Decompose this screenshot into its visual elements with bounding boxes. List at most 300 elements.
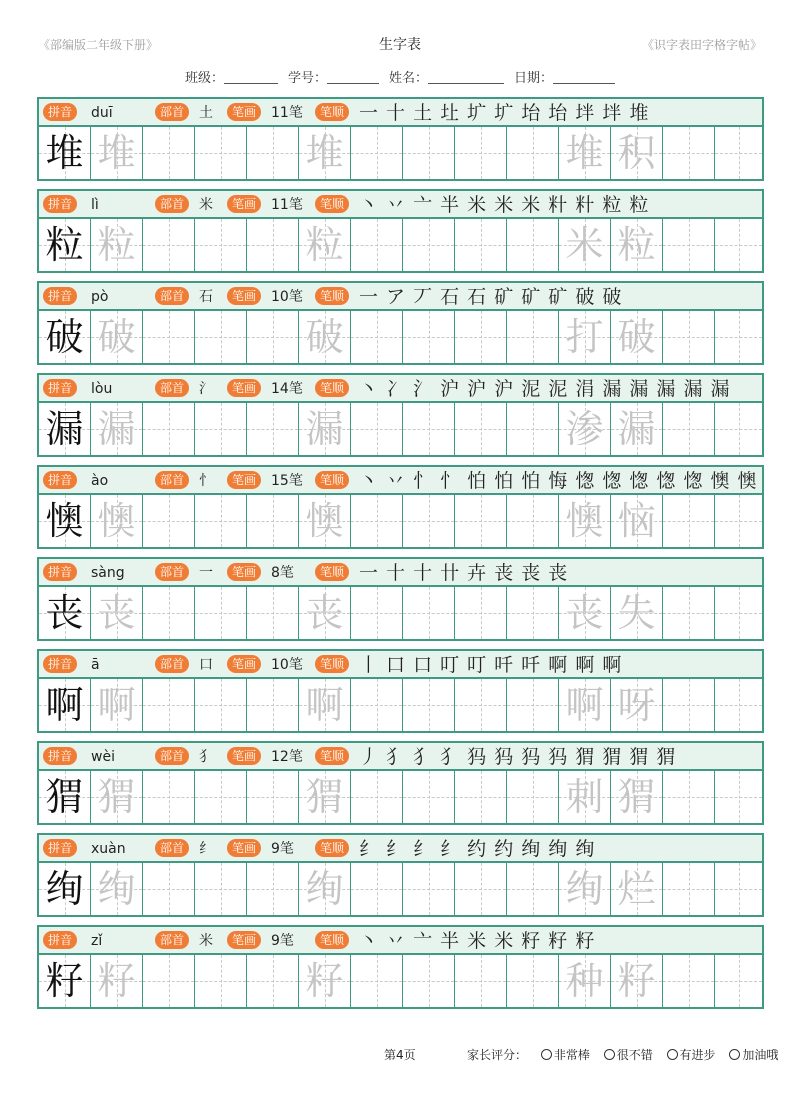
- rating-option[interactable]: [541, 1048, 590, 1062]
- tianzige-cell[interactable]: [299, 863, 351, 915]
- character-row: [37, 833, 764, 917]
- practice-grid: [39, 679, 762, 731]
- rating-option-label: 加油哦: [742, 1048, 779, 1062]
- tianzige-cell[interactable]: [91, 863, 143, 915]
- radio-circle-icon[interactable]: [729, 1049, 740, 1060]
- tianzige-cell[interactable]: [91, 127, 143, 179]
- tianzige-cell[interactable]: [455, 771, 507, 823]
- trace-character: 籽: [97, 959, 136, 1003]
- tianzige-cell[interactable]: [39, 863, 91, 915]
- tianzige-cell[interactable]: [351, 863, 403, 915]
- stroke-order-sequence: 一 十 土 圵 圹 圹 坮 坮 坢 坢 堆: [359, 102, 650, 124]
- rating-option-label: 很不错: [616, 1048, 653, 1062]
- tianzige-cell[interactable]: [715, 311, 762, 363]
- tianzige-cell[interactable]: [39, 311, 91, 363]
- tianzige-cell[interactable]: [507, 955, 559, 1007]
- model-character: 猬: [45, 775, 84, 819]
- stroke-count-value: 9笔: [271, 933, 294, 949]
- word-character: 恼: [617, 499, 656, 543]
- pinyin-tag: 拼音: [43, 839, 77, 857]
- trace-character: 绚: [97, 867, 136, 911]
- tianzige-cell[interactable]: [663, 127, 715, 179]
- tianzige-cell[interactable]: [611, 127, 663, 179]
- tianzige-cell[interactable]: [195, 403, 247, 455]
- tianzige-cell[interactable]: [403, 127, 455, 179]
- tianzige-cell[interactable]: [299, 127, 351, 179]
- tianzige-cell[interactable]: [247, 495, 299, 547]
- character-row: [37, 741, 764, 825]
- pinyin-tag: 拼音: [43, 287, 77, 305]
- practice-grid: [39, 127, 762, 179]
- tianzige-cell[interactable]: [299, 495, 351, 547]
- tianzige-cell[interactable]: [663, 679, 715, 731]
- stroke-order-sequence: 丶 丷 亠 半 米 米 米 籵 籵 粒 粒: [359, 194, 650, 216]
- tianzige-cell[interactable]: [351, 679, 403, 731]
- tianzige-cell[interactable]: [455, 955, 507, 1007]
- stroke-count-tag: 笔画: [227, 563, 261, 581]
- rating-option-label: 非常棒: [553, 1048, 590, 1062]
- tianzige-cell[interactable]: [195, 495, 247, 547]
- tianzige-cell[interactable]: [195, 679, 247, 731]
- tianzige-cell[interactable]: [247, 127, 299, 179]
- tianzige-cell[interactable]: [143, 679, 195, 731]
- parent-rating: [467, 1046, 778, 1063]
- stroke-count-tag: 笔画: [227, 839, 261, 857]
- pinyin-value: wèi: [91, 749, 115, 765]
- trace-character: 漏: [305, 407, 344, 451]
- model-character: 破: [45, 315, 84, 359]
- tianzige-cell[interactable]: [403, 863, 455, 915]
- tianzige-cell[interactable]: [91, 219, 143, 271]
- tianzige-cell[interactable]: [91, 587, 143, 639]
- tianzige-cell[interactable]: [559, 403, 611, 455]
- tianzige-cell[interactable]: [351, 127, 403, 179]
- tianzige-cell[interactable]: [351, 403, 403, 455]
- character-row: [37, 189, 764, 273]
- tianzige-cell[interactable]: [403, 403, 455, 455]
- tianzige-cell[interactable]: [611, 495, 663, 547]
- pinyin-tag: 拼音: [43, 195, 77, 213]
- tianzige-cell[interactable]: [611, 587, 663, 639]
- name-label: 姓名：: [389, 71, 429, 86]
- tianzige-cell[interactable]: [195, 955, 247, 1007]
- tianzige-cell[interactable]: [559, 863, 611, 915]
- tianzige-cell[interactable]: [143, 403, 195, 455]
- student-info: [185, 67, 625, 86]
- tianzige-cell[interactable]: [663, 219, 715, 271]
- tianzige-cell[interactable]: [299, 679, 351, 731]
- pinyin-tag: 拼音: [43, 931, 77, 949]
- tianzige-cell[interactable]: [455, 679, 507, 731]
- word-character: 烂: [617, 867, 656, 911]
- tianzige-cell[interactable]: [143, 219, 195, 271]
- tianzige-cell[interactable]: [91, 679, 143, 731]
- stroke-count-value: 11笔: [271, 197, 303, 213]
- tianzige-cell[interactable]: [611, 679, 663, 731]
- tianzige-cell[interactable]: [507, 863, 559, 915]
- radical-value: 米: [199, 197, 213, 213]
- tianzige-cell[interactable]: [143, 771, 195, 823]
- pinyin-tag: 拼音: [43, 563, 77, 581]
- pinyin-value: lòu: [91, 381, 113, 397]
- rating-label: 家长评分：: [467, 1048, 528, 1062]
- tianzige-cell[interactable]: [195, 771, 247, 823]
- tianzige-cell[interactable]: [91, 311, 143, 363]
- radical-tag: 部首: [155, 195, 189, 213]
- stroke-order-sequence: 丶 丷 亠 半 米 米 籽 籽 籽: [359, 930, 596, 952]
- tianzige-cell[interactable]: [299, 219, 351, 271]
- tianzige-cell[interactable]: [39, 219, 91, 271]
- radical-value: 氵: [199, 381, 213, 397]
- stroke-count-value: 9笔: [271, 841, 294, 857]
- rating-option[interactable]: [604, 1048, 653, 1062]
- tianzige-cell[interactable]: [247, 587, 299, 639]
- practice-grid: [39, 955, 762, 1007]
- tianzige-cell[interactable]: [143, 863, 195, 915]
- tianzige-cell[interactable]: [507, 219, 559, 271]
- page-title: 生字表: [379, 37, 421, 53]
- stroke-count-tag: 笔画: [227, 655, 261, 673]
- tianzige-cell[interactable]: [39, 587, 91, 639]
- radical-value: 土: [199, 105, 213, 121]
- tianzige-cell[interactable]: [143, 311, 195, 363]
- rating-option-label: 有进步: [679, 1048, 716, 1062]
- date-field[interactable]: [514, 67, 615, 86]
- tianzige-cell[interactable]: [351, 219, 403, 271]
- name-field[interactable]: [389, 67, 504, 86]
- tianzige-cell[interactable]: [247, 403, 299, 455]
- tianzige-cell[interactable]: [455, 863, 507, 915]
- stroke-count-value: 10笔: [271, 289, 303, 305]
- pinyin-value: ào: [91, 473, 109, 489]
- stroke-count-value: 8笔: [271, 565, 294, 581]
- tianzige-cell[interactable]: [559, 679, 611, 731]
- stroke-count-tag: 笔画: [227, 471, 261, 489]
- class-label: 班级：: [185, 71, 225, 86]
- tianzige-cell[interactable]: [195, 311, 247, 363]
- tianzige-cell[interactable]: [663, 403, 715, 455]
- tianzige-cell[interactable]: [247, 863, 299, 915]
- radical-value: 米: [199, 933, 213, 949]
- stroke-order-tag: 笔顺: [315, 839, 349, 857]
- practice-grid: [39, 771, 762, 823]
- stroke-order-sequence: 丶 丷 忄 忄 怕 怕 怕 悔 愡 愡 愡 愡 愡 懊 懊: [359, 470, 758, 492]
- tianzige-cell[interactable]: [663, 495, 715, 547]
- tianzige-cell[interactable]: [39, 127, 91, 179]
- tianzige-cell[interactable]: [611, 771, 663, 823]
- tianzige-cell[interactable]: [611, 219, 663, 271]
- practice-grid: [39, 863, 762, 915]
- stroke-order-tag: 笔顺: [315, 287, 349, 305]
- tianzige-cell[interactable]: [455, 403, 507, 455]
- tianzige-cell[interactable]: [247, 219, 299, 271]
- tianzige-cell[interactable]: [663, 863, 715, 915]
- rating-option[interactable]: [729, 1048, 778, 1062]
- pinyin-value: lì: [91, 197, 99, 213]
- tianzige-cell[interactable]: [143, 495, 195, 547]
- word-character: 漏: [617, 407, 656, 451]
- tianzige-cell[interactable]: [403, 771, 455, 823]
- trace-character: 丧: [97, 591, 136, 635]
- word-character: 绚: [565, 867, 604, 911]
- date-label: 日期：: [514, 71, 554, 86]
- tianzige-cell[interactable]: [455, 127, 507, 179]
- student-number-label: 学号：: [288, 71, 328, 86]
- tianzige-cell[interactable]: [507, 587, 559, 639]
- tianzige-cell[interactable]: [247, 955, 299, 1007]
- tianzige-cell[interactable]: [455, 587, 507, 639]
- practice-grid: [39, 587, 762, 639]
- tianzige-cell[interactable]: [559, 495, 611, 547]
- stroke-order-sequence: 丨 口 口 叮 叮 吀 吀 啊 啊 啊: [359, 654, 623, 676]
- tianzige-cell[interactable]: [455, 495, 507, 547]
- stroke-count-value: 14笔: [271, 381, 303, 397]
- trace-character: 堆: [97, 131, 136, 175]
- tianzige-cell[interactable]: [559, 955, 611, 1007]
- tianzige-cell[interactable]: [715, 771, 762, 823]
- tianzige-cell[interactable]: [247, 679, 299, 731]
- tianzige-cell[interactable]: [715, 679, 762, 731]
- tianzige-cell[interactable]: [351, 771, 403, 823]
- row-info-bar: [39, 651, 762, 679]
- tianzige-cell[interactable]: [195, 863, 247, 915]
- model-character: 籽: [45, 959, 84, 1003]
- stroke-order-tag: 笔顺: [315, 747, 349, 765]
- stroke-order-sequence: 一 ア 丆 石 石 矿 矿 矿 破 破: [359, 286, 623, 308]
- word-character: 堆: [565, 131, 604, 175]
- tianzige-cell[interactable]: [143, 127, 195, 179]
- radical-value: 纟: [199, 841, 213, 857]
- model-character: 啊: [45, 683, 84, 727]
- radical-value: 一: [199, 565, 213, 581]
- stroke-order-tag: 笔顺: [315, 563, 349, 581]
- tianzige-cell[interactable]: [507, 679, 559, 731]
- tianzige-cell[interactable]: [143, 955, 195, 1007]
- tianzige-cell[interactable]: [91, 403, 143, 455]
- student-number-field[interactable]: [288, 67, 379, 86]
- tianzige-cell[interactable]: [559, 219, 611, 271]
- tianzige-cell[interactable]: [247, 771, 299, 823]
- trace-character: 堆: [305, 131, 344, 175]
- tianzige-cell[interactable]: [403, 311, 455, 363]
- pinyin-value: xuàn: [91, 841, 126, 857]
- tianzige-cell[interactable]: [39, 495, 91, 547]
- radical-tag: 部首: [155, 471, 189, 489]
- tianzige-cell[interactable]: [403, 679, 455, 731]
- pinyin-value: ā: [91, 657, 100, 673]
- tianzige-cell[interactable]: [299, 311, 351, 363]
- student-number-blank[interactable]: [327, 69, 379, 84]
- stroke-count-value: 10笔: [271, 657, 303, 673]
- tianzige-cell[interactable]: [91, 955, 143, 1007]
- tianzige-cell[interactable]: [611, 403, 663, 455]
- book-title-right: 《识字表田字格字帖》: [641, 38, 762, 52]
- tianzige-cell[interactable]: [455, 311, 507, 363]
- model-character: 粒: [45, 223, 84, 267]
- tianzige-cell[interactable]: [299, 955, 351, 1007]
- row-info-bar: [39, 375, 762, 403]
- tianzige-cell[interactable]: [299, 403, 351, 455]
- model-character: 堆: [45, 131, 84, 175]
- stroke-count-tag: 笔画: [227, 103, 261, 121]
- tianzige-cell[interactable]: [507, 403, 559, 455]
- tianzige-cell[interactable]: [195, 219, 247, 271]
- date-blank[interactable]: [553, 69, 615, 84]
- model-character: 绚: [45, 867, 84, 911]
- trace-character: 籽: [305, 959, 344, 1003]
- pinyin-value: duī: [91, 105, 113, 121]
- tianzige-cell[interactable]: [39, 403, 91, 455]
- tianzige-cell[interactable]: [143, 587, 195, 639]
- class-blank[interactable]: [224, 69, 278, 84]
- tianzige-cell[interactable]: [559, 587, 611, 639]
- trace-character: 粒: [305, 223, 344, 267]
- word-character: 米: [565, 223, 604, 267]
- stroke-count-value: 12笔: [271, 749, 303, 765]
- trace-character: 绚: [305, 867, 344, 911]
- radical-value: 口: [199, 657, 213, 673]
- stroke-order-sequence: 丶 冫 氵 沪 沪 沪 泥 泥 涓 漏 漏 漏 漏 漏: [359, 378, 731, 400]
- pinyin-value: sàng: [91, 565, 125, 581]
- tianzige-cell[interactable]: [403, 219, 455, 271]
- trace-character: 漏: [97, 407, 136, 451]
- tianzige-cell[interactable]: [507, 127, 559, 179]
- tianzige-cell[interactable]: [351, 495, 403, 547]
- stroke-order-tag: 笔顺: [315, 471, 349, 489]
- tianzige-cell[interactable]: [507, 771, 559, 823]
- tianzige-cell[interactable]: [611, 311, 663, 363]
- radical-tag: 部首: [155, 287, 189, 305]
- tianzige-cell[interactable]: [351, 955, 403, 1007]
- row-info-bar: [39, 559, 762, 587]
- radical-tag: 部首: [155, 931, 189, 949]
- trace-character: 猬: [97, 775, 136, 819]
- word-character: 啊: [565, 683, 604, 727]
- radio-circle-icon[interactable]: [541, 1049, 552, 1060]
- radical-tag: 部首: [155, 103, 189, 121]
- stroke-order-tag: 笔顺: [315, 379, 349, 397]
- word-character: 积: [617, 131, 656, 175]
- trace-character: 破: [97, 315, 136, 359]
- page-number: 第4页: [384, 1048, 416, 1062]
- word-character: 粒: [617, 223, 656, 267]
- practice-grid: [39, 311, 762, 363]
- tianzige-cell[interactable]: [507, 311, 559, 363]
- word-character: 种: [565, 959, 604, 1003]
- trace-character: 懊: [97, 499, 136, 543]
- class-field[interactable]: [185, 67, 278, 86]
- character-row: [37, 373, 764, 457]
- row-info-bar: [39, 835, 762, 863]
- tianzige-cell[interactable]: [559, 311, 611, 363]
- tianzige-cell[interactable]: [611, 863, 663, 915]
- character-row: [37, 97, 764, 181]
- tianzige-cell[interactable]: [559, 127, 611, 179]
- tianzige-cell[interactable]: [247, 311, 299, 363]
- radical-value: 石: [199, 289, 213, 305]
- row-info-bar: [39, 743, 762, 771]
- tianzige-cell[interactable]: [39, 771, 91, 823]
- row-info-bar: [39, 467, 762, 495]
- radio-circle-icon[interactable]: [667, 1049, 678, 1060]
- tianzige-cell[interactable]: [39, 955, 91, 1007]
- tianzige-cell[interactable]: [299, 587, 351, 639]
- tianzige-cell[interactable]: [195, 127, 247, 179]
- trace-character: 猬: [305, 775, 344, 819]
- pinyin-tag: 拼音: [43, 471, 77, 489]
- word-character: 丧: [565, 591, 604, 635]
- tianzige-cell[interactable]: [91, 771, 143, 823]
- pinyin-value: zǐ: [91, 933, 103, 949]
- tianzige-cell[interactable]: [715, 495, 762, 547]
- word-character: 打: [565, 315, 604, 359]
- tianzige-cell[interactable]: [715, 219, 762, 271]
- tianzige-cell[interactable]: [715, 127, 762, 179]
- tianzige-cell[interactable]: [507, 495, 559, 547]
- tianzige-cell[interactable]: [663, 311, 715, 363]
- tianzige-cell[interactable]: [715, 403, 762, 455]
- name-blank[interactable]: [428, 69, 504, 84]
- tianzige-cell[interactable]: [455, 219, 507, 271]
- word-character: 破: [617, 315, 656, 359]
- stroke-count-tag: 笔画: [227, 379, 261, 397]
- tianzige-cell[interactable]: [351, 311, 403, 363]
- radical-tag: 部首: [155, 747, 189, 765]
- tianzige-cell[interactable]: [611, 955, 663, 1007]
- character-row: [37, 649, 764, 733]
- pinyin-value: pò: [91, 289, 109, 305]
- radio-circle-icon[interactable]: [604, 1049, 615, 1060]
- rating-option[interactable]: [667, 1048, 716, 1062]
- character-row: [37, 281, 764, 365]
- tianzige-cell[interactable]: [663, 955, 715, 1007]
- tianzige-cell[interactable]: [403, 955, 455, 1007]
- tianzige-cell[interactable]: [663, 587, 715, 639]
- tianzige-cell[interactable]: [351, 587, 403, 639]
- stroke-order-tag: 笔顺: [315, 195, 349, 213]
- tianzige-cell[interactable]: [91, 495, 143, 547]
- stroke-count-tag: 笔画: [227, 931, 261, 949]
- word-character: 籽: [617, 959, 656, 1003]
- tianzige-cell[interactable]: [663, 771, 715, 823]
- word-character: 刺: [565, 775, 604, 819]
- practice-grid: [39, 403, 762, 455]
- tianzige-cell[interactable]: [299, 771, 351, 823]
- tianzige-cell[interactable]: [195, 587, 247, 639]
- tianzige-cell[interactable]: [559, 771, 611, 823]
- character-row: [37, 557, 764, 641]
- tianzige-cell[interactable]: [403, 587, 455, 639]
- tianzige-cell[interactable]: [715, 955, 762, 1007]
- row-info-bar: [39, 927, 762, 955]
- stroke-order-tag: 笔顺: [315, 103, 349, 121]
- word-character: 猬: [617, 775, 656, 819]
- trace-character: 啊: [305, 683, 344, 727]
- trace-character: 丧: [305, 591, 344, 635]
- trace-character: 啊: [97, 683, 136, 727]
- radical-tag: 部首: [155, 379, 189, 397]
- row-info-bar: [39, 283, 762, 311]
- tianzige-cell[interactable]: [403, 495, 455, 547]
- tianzige-cell[interactable]: [715, 863, 762, 915]
- model-character: 丧: [45, 591, 84, 635]
- trace-character: 粒: [97, 223, 136, 267]
- stroke-count-value: 15笔: [271, 473, 303, 489]
- tianzige-cell[interactable]: [39, 679, 91, 731]
- stroke-order-tag: 笔顺: [315, 655, 349, 673]
- radical-tag: 部首: [155, 839, 189, 857]
- tianzige-cell[interactable]: [715, 587, 762, 639]
